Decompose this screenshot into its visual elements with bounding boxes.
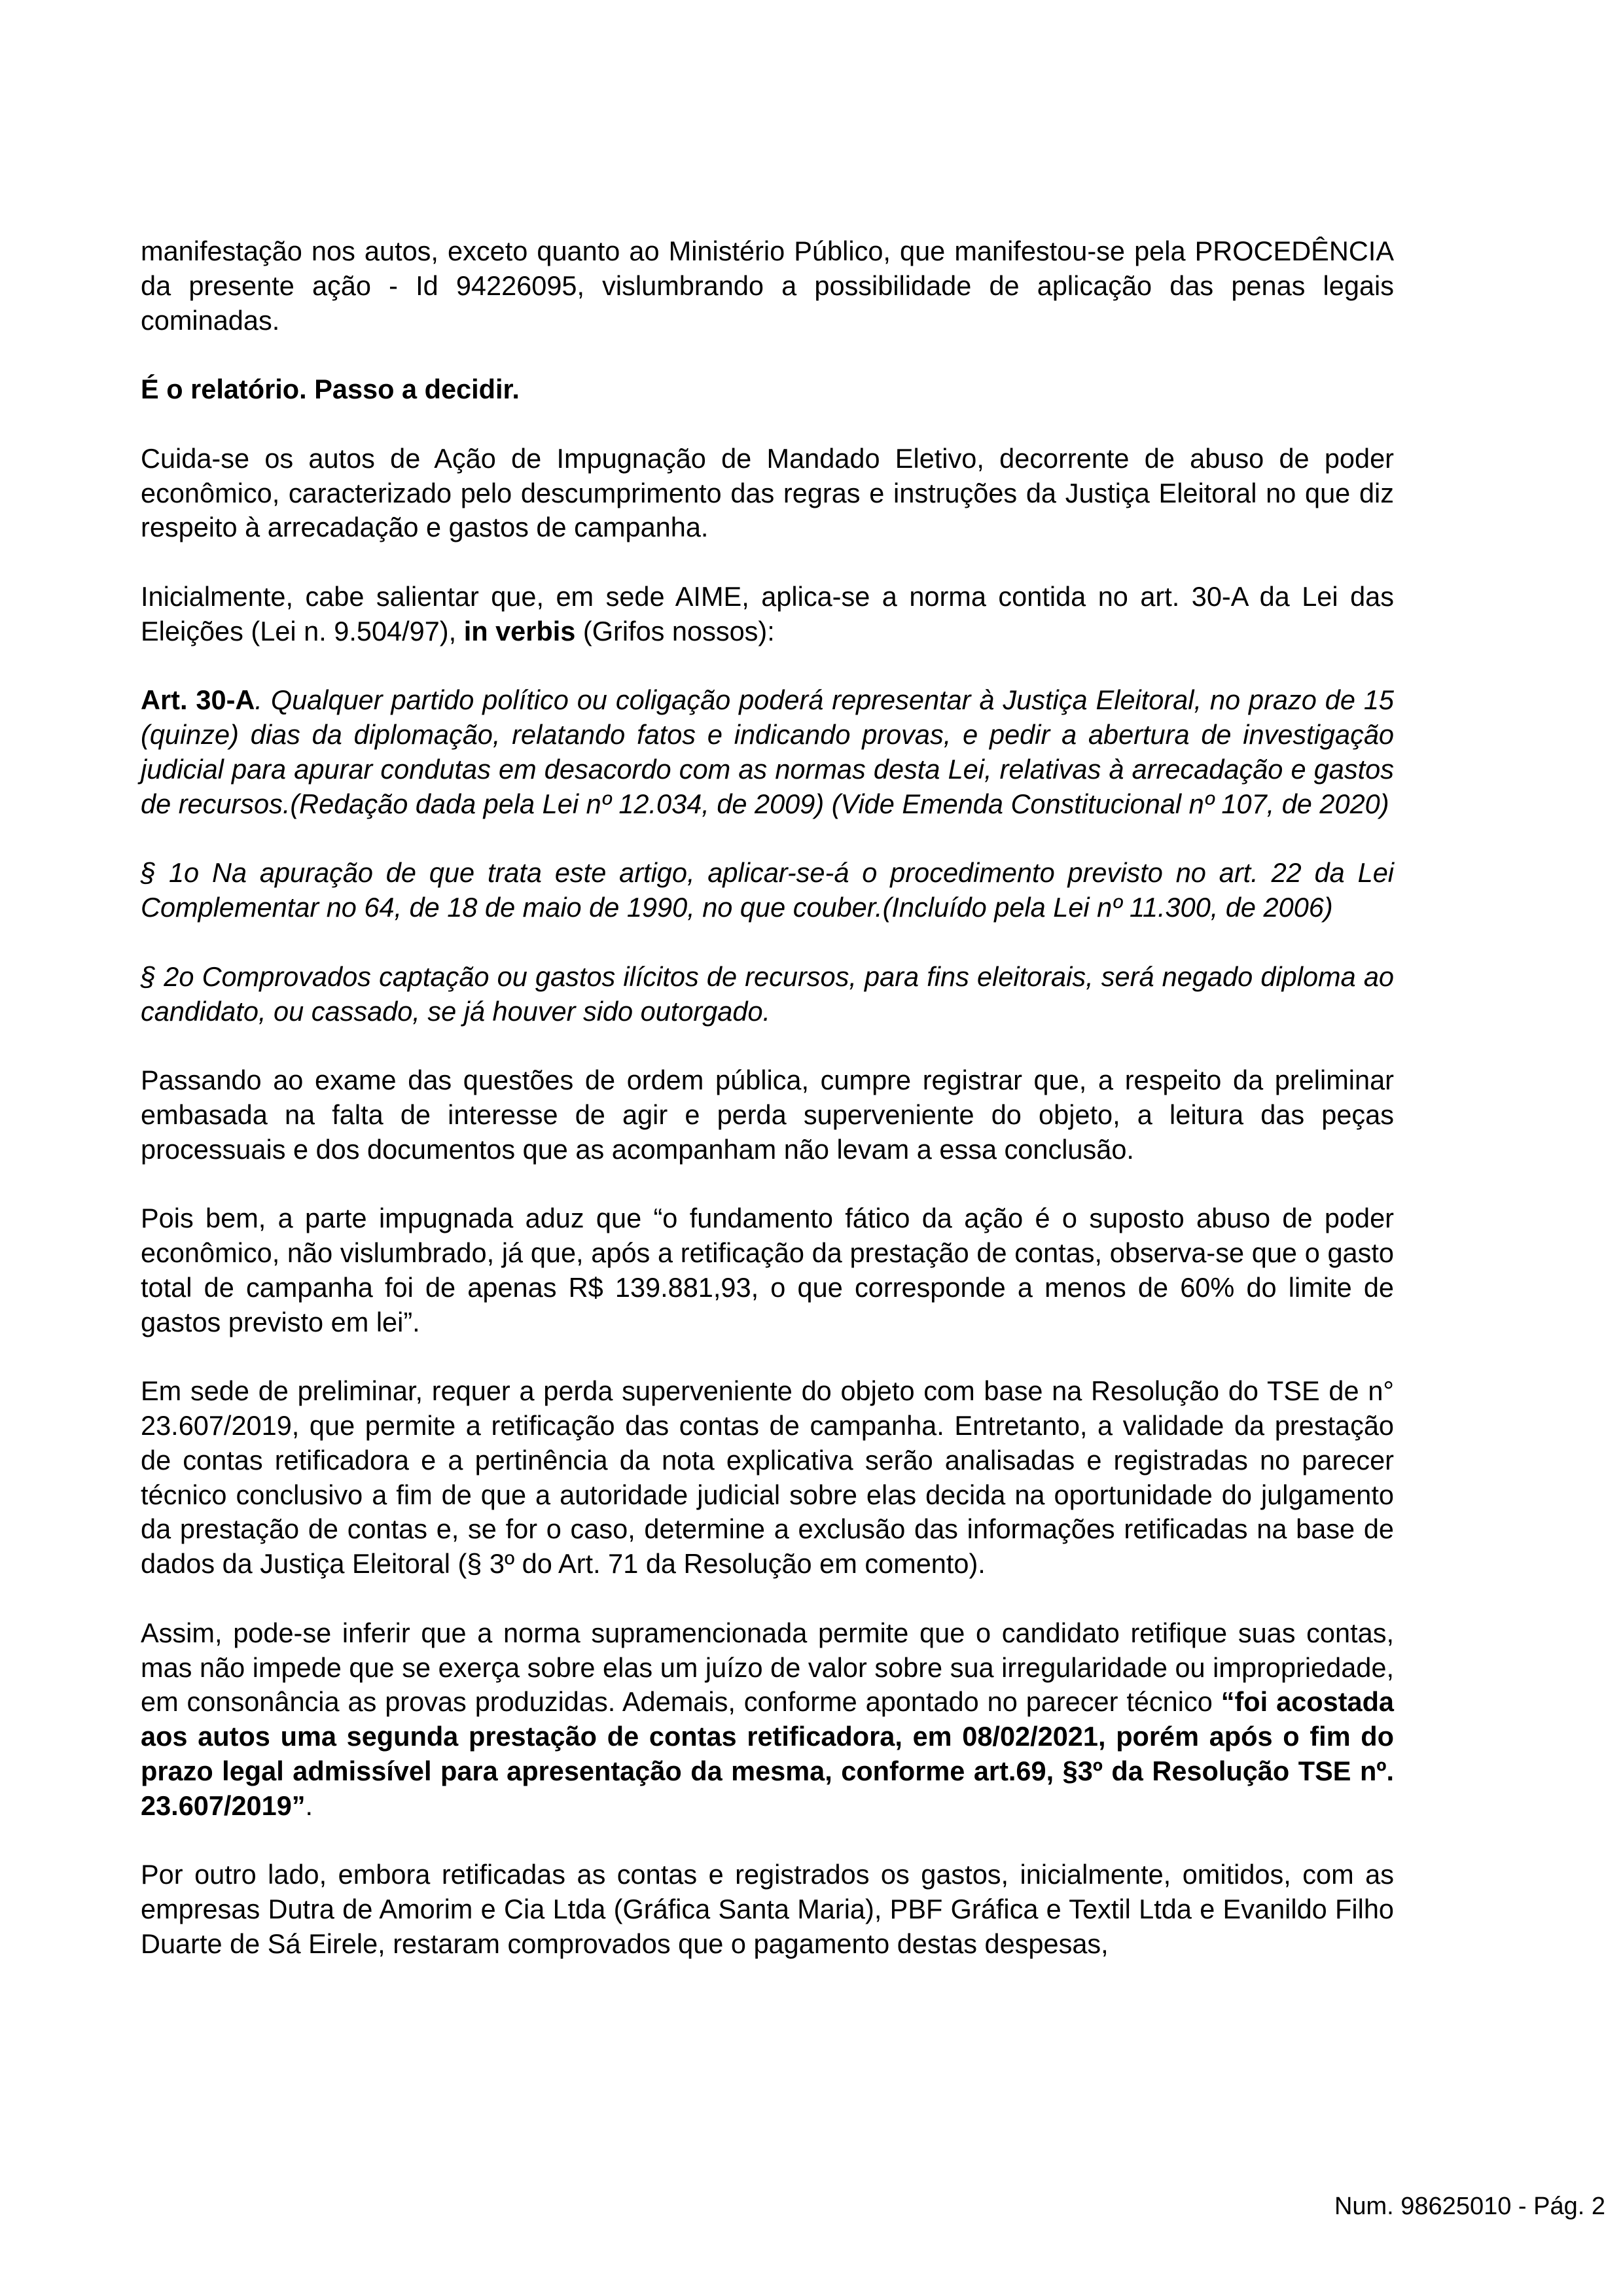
- page-footer-number: Num. 98625010 - Pág. 2: [1334, 2193, 1605, 2220]
- quote-art-30a: [141, 683, 1394, 821]
- paragraph-inicialmente: [141, 580, 1394, 649]
- assim-end: .: [305, 1790, 313, 1821]
- art-30a-label: Art. 30-A: [141, 684, 255, 716]
- paragraph-pois-bem: Pois bem, a parte impugnada aduz que “o fundamento fático da ação é o suposto abuso de poder econômico, não vislumbrado, já que, após a retificação da prestação de contas, observa-se que o gasto total de campanha foi de apenas R$ 139.881,93, o que corresponde a menos de 60% do limite de gastos previsto em lei”.: [141, 1203, 1394, 1337]
- paragraph-ministerio-publico: manifestação nos autos, exceto quanto ao Ministério Público, que manifestou-se pela PROCEDÊNCIA da presente ação - Id 94226095, vislumbrando a possibilidade de aplicação das penas legais cominadas.: [141, 236, 1394, 336]
- quote-paragraph-2: § 2o Comprovados captação ou gastos ilícitos de recursos, para fins eleitorais, será negado diploma ao candidato, ou cassado, se já houver sido outorgado.: [141, 961, 1394, 1027]
- inicialmente-text: Inicialmente, cabe salientar que, em sede AIME, aplica-se a norma contida no art. 30-A da Lei das Eleições (Lei n. 9.504/97),: [141, 580, 1394, 646]
- quote-paragraph-1: § 1o Na apuração de que trata este artigo, aplicar-se-á o procedimento previsto no art. 22 da Lei Complementar no 64, de 18 de maio de 1990, no que couber.(Incluído pela Lei nº 11.300, de 2006): [141, 857, 1394, 923]
- paragraph-cuida-se: Cuida-se os autos de Ação de Impugnação de Mandado Eletivo, decorrente de abuso de poder econômico, caracterizado pelo descumprimento das regras e instruções da Justiça Eleitoral no que diz respeito à arrecadação e gastos de campanha.: [141, 442, 1394, 543]
- document-body: [141, 234, 1394, 1962]
- section-heading-relatorio: É o relatório. Passo a decidir.: [141, 374, 520, 405]
- paragraph-por-outro-lado: Por outro lado, embora retificadas as contas e registrados os gastos, inicialmente, omitidos, com as empresas Dutra de Amorim e Cia Ltda (Gráfica Santa Maria), PBF Gráfica e Textil Ltda e Evanildo Filho Duarte de Sá Eirele, restaram comprovados que o pagamento destas despesas,: [141, 1859, 1394, 1960]
- parecer-tecnico-quote: “foi acostada aos autos uma segunda prestação de contas retificadora, em 08/02/2021, porém após o fim do prazo legal admissível para apresentação da mesma, conforme art.69, §3º da Resolução TSE nº. 23.607/2019”: [141, 1686, 1394, 1821]
- art-30a-text: . Qualquer partido político ou coligação poderá representar à Justiça Eleitoral, no prazo de 15 (quinze) dias da diplomação, relatando fatos e indicando provas, e pedir a abertura de investigação judicial para apurar condutas em desacordo com as normas desta Lei, relativas à arrecadação e gastos de recursos.(Redação dada pela Lei nº 12.034, de 2009) (Vide Emenda Constitucional nº 107, de 2020): [141, 684, 1394, 819]
- paragraph-assim: [141, 1616, 1394, 1824]
- paragraph-passando: Passando ao exame das questões de ordem pública, cumpre registrar que, a respeito da preliminar embasada na falta de interesse de agir e perda superveniente do objeto, a leitura das peças processuais e dos documentos que as acompanham não levam a essa conclusão.: [141, 1065, 1394, 1165]
- grifos-text: (Grifos nossos):: [575, 615, 775, 646]
- paragraph-em-sede: Em sede de preliminar, requer a perda superveniente do objeto com base na Resolução do TSE de n° 23.607/2019, que permite a retificação das contas de campanha. Entretanto, a validade da prestação de contas retificadora e a pertinência da nota explicativa serão analisadas e registradas no parecer técnico conclusivo a fim de que a autoridade judicial sobre elas decida na oportunidade do julgamento da prestação de contas e, se for o caso, determine a exclusão das informações retificadas na base de dados da Justiça Eleitoral (§ 3º do Art. 71 da Resolução em comento).: [141, 1375, 1394, 1580]
- in-verbis-emphasis: in verbis: [463, 615, 576, 646]
- assim-text: Assim, pode-se inferir que a norma supramencionada permite que o candidato retifique suas contas, mas não impede que se exerça sobre elas um juízo de valor sobre sua irregularidade ou impropriedade, em consonância as provas produzidas. Ademais, conforme apontado no parecer técnico: [141, 1617, 1394, 1718]
